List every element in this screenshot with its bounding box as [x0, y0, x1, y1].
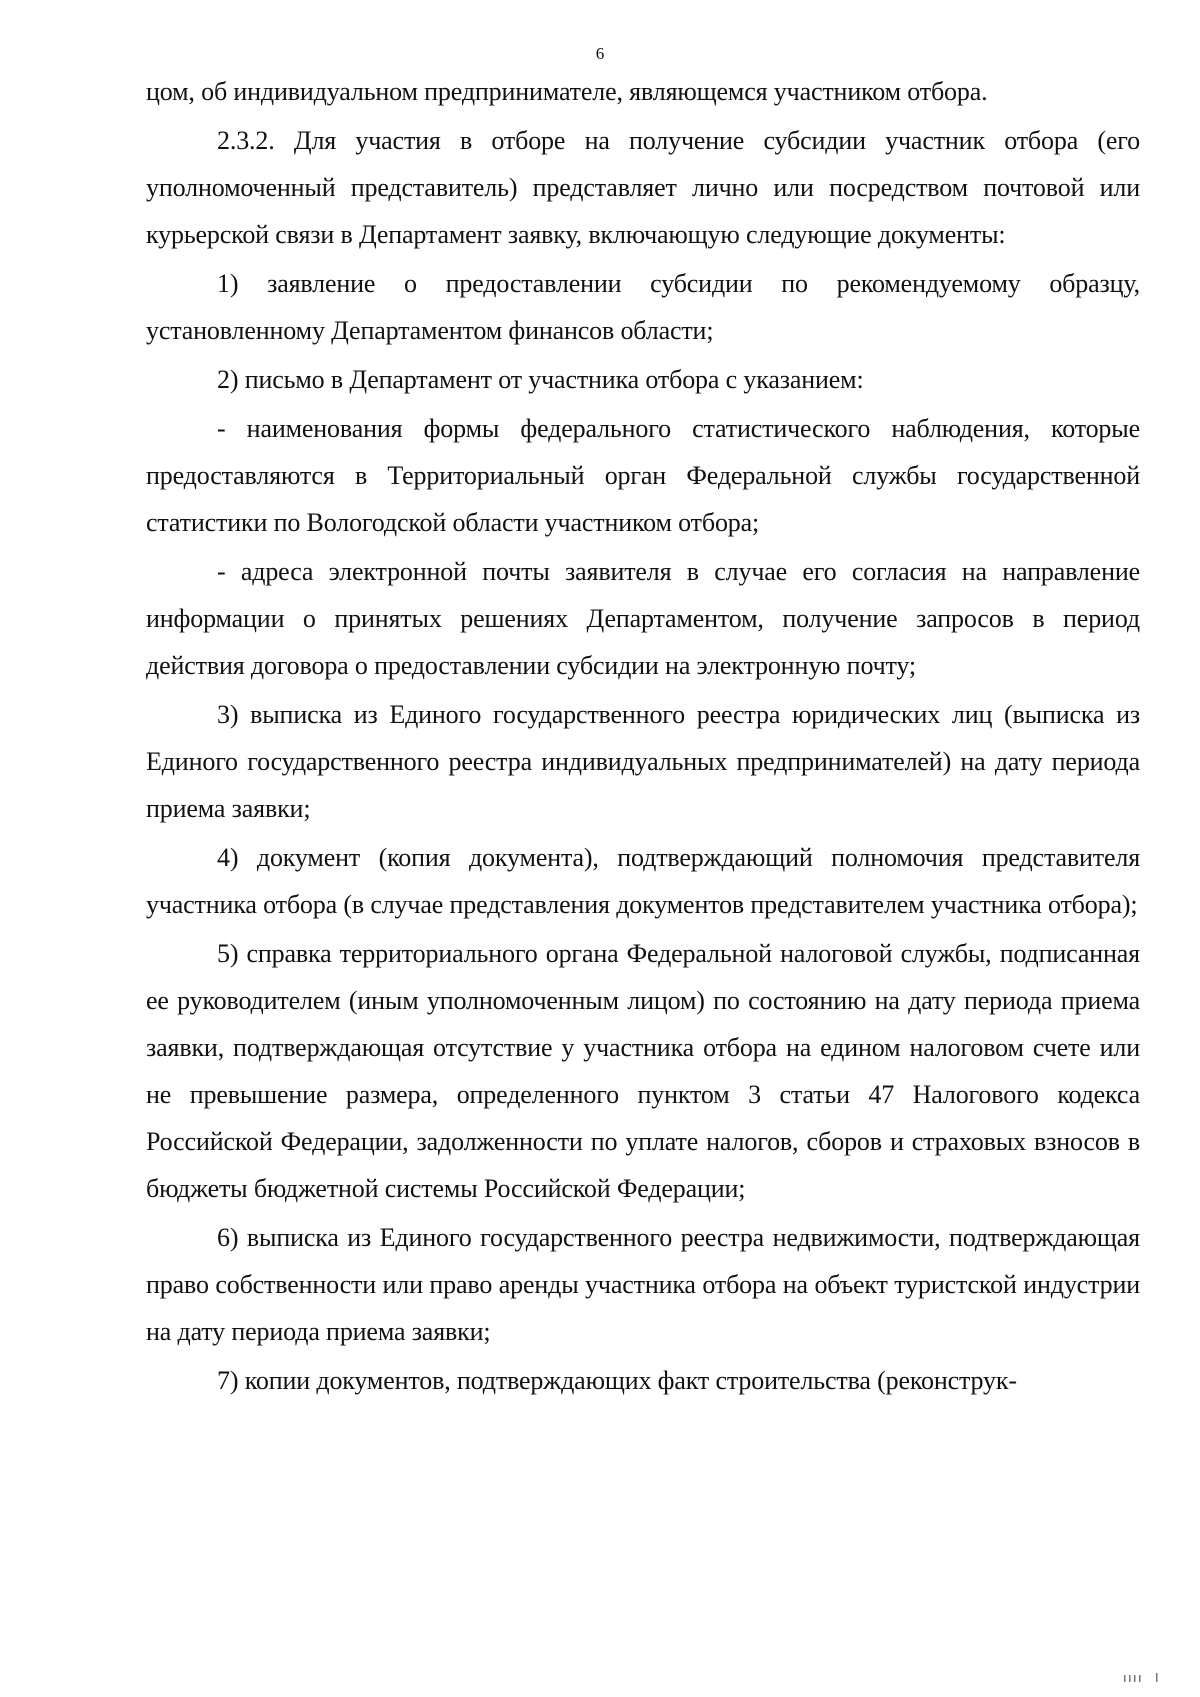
scan-artifact	[1080, 1673, 1160, 1683]
document-body	[146, 68, 1140, 1404]
list-item-2-sub-a: - наименования формы федерального статистического наблюдения, которые предоставляются в Территориальный орган Федеральной службы государственной статистики по Вологодской области участником отбора;	[146, 414, 1140, 537]
list-item-3: 3) выписка из Единого государственного реестра юридических лиц (выписка из Единого государственного реестра индивидуальных предпринимателей) на дату периода приема заявки;	[146, 700, 1140, 823]
paragraph-continuation: цом, об индивидуальном предпринимателе, являющемся участником отбора.	[146, 77, 988, 106]
list-item-2-sub-b: - адреса электронной почты заявителя в случае его согласия на направление информации о принятых решениях Департаментом, получение запросов в период действия договора о предоставлении субсидии на электронную почту;	[146, 557, 1140, 680]
scan-artifact-icon	[1080, 1673, 1160, 1683]
list-item-2: 2) письмо в Департамент от участника отбора с указанием:	[217, 365, 864, 394]
list-item-1: 1) заявление о предоставлении субсидии по рекомендуемому образцу, установленному Департаментом финансов области;	[146, 269, 1140, 345]
list-item-6: 6) выписка из Единого государственного реестра недвижимости, подтверждающая право собственности или право аренды участника отбора на объект туристской индустрии на дату периода приема заявки;	[146, 1223, 1140, 1346]
list-item-4: 4) документ (копия документа), подтверждающий полномочия представителя участника отбора (в случае представления документов представителем участника отбора);	[146, 843, 1140, 919]
list-item-7: 7) копии документов, подтверждающих факт строительства (реконструк-	[217, 1366, 1017, 1395]
page-number: 6	[595, 44, 605, 63]
list-item-5: 5) справка территориального органа Федеральной налоговой службы, подписанная ее руководителем (иным уполномоченным лицом) по состоянию на дату периода приема заявки, подтверждающая отсутствие у участника отбора на едином налоговом счете или не превышение размера, определенного пунктом 3 статьи 47 Налогового кодекса Российской Федерации, задолженности по уплате налогов, сборов и страховых взносов в бюджеты бюджетной системы Российской Федерации;	[146, 939, 1140, 1203]
paragraph-2-3-2: 2.3.2. Для участия в отборе на получение субсидии участник отбора (его уполномоченный представитель) представляет лично или посредством почтовой или курьерской связи в Департамент заявку, включающую следующие документы:	[146, 126, 1140, 249]
